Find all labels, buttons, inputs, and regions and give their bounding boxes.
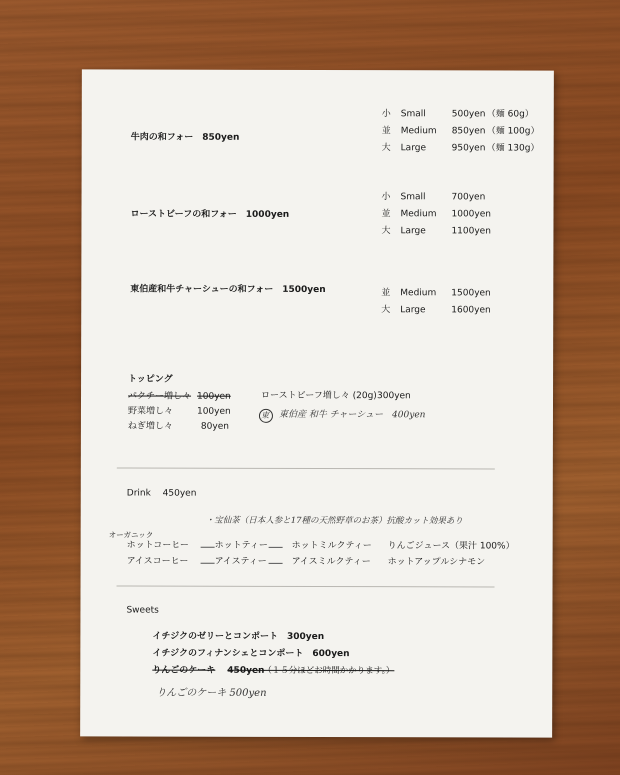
size-price: 950yen [451,143,486,154]
sweet-item-name: りんごのケーキ [152,665,216,676]
topping-name: ローストビーフ増し々 (20g) [261,390,377,402]
size-label: Large [400,305,426,316]
size-kanji: 大 [381,305,391,316]
drink-item: アイスコーヒー [126,556,189,567]
drink-item: ホットコーヒー [126,540,189,551]
topping-price: 100yen [196,406,231,417]
size-label: Large [400,143,427,154]
dash [201,563,215,564]
size-note: （麺 100g） [486,126,540,137]
size-kanji: 並 [381,288,391,299]
topping-price: 100yen [197,391,231,402]
divider [117,467,495,469]
size-label: Medium [400,209,437,220]
topping-name: ねぎ増し々 [127,421,173,432]
size-label: Small [400,192,426,203]
dash [269,563,283,564]
size-price: 500yen [451,109,486,120]
size-label: Medium [400,126,437,137]
dash [201,547,215,548]
size-label: Large [400,226,426,237]
drink-item: アイスミルクティー [291,556,371,568]
handwritten-tea-note: ・宝仙茶（日本人参と17種の天然野草のお茶）抗酸カット効果あり [205,515,463,527]
sweet-item-note: （１５分ほどお時間かかります。） [263,665,395,677]
drink-item: ホットティー [214,540,268,551]
organic-label: オーガニック [108,530,154,540]
drink-item: ホットアップルシナモン [387,557,486,568]
topping-name: 野菜増し々 [127,406,174,417]
circled-char: 東 [260,410,269,420]
sweet-item: イチジクのゼリーとコンポート 300yen [152,631,325,643]
size-label: Small [400,109,426,120]
dash [269,547,283,548]
dish-title: ローストビーフの和フォー 1000yen [130,209,290,220]
dish-title: 牛肉の和フォー 850yen [130,132,240,143]
topping-price: 80yen [200,421,229,432]
size-price: 1100yen [451,226,491,237]
size-price: 1600yen [451,305,491,316]
size-kanji: 小 [381,109,391,120]
topping-price: 300yen [377,391,411,402]
drink-item: アイスティー [214,556,267,567]
size-price: 1500yen [451,288,491,299]
size-kanji: 小 [381,192,391,203]
size-label: Medium [400,288,437,299]
drink-item: ホットミルクティー [291,540,372,552]
size-price: 700yen [451,192,486,203]
drink-item: りんごジュース（果汁 100%） [387,541,515,552]
size-note: （麺 130g） [486,143,540,154]
size-price: 1000yen [451,209,491,220]
handwritten-sweet: りんごのケーキ 500yen [156,687,267,699]
size-kanji: 並 [381,209,391,220]
size-kanji: 大 [381,226,391,237]
drink-heading: Drink 450yen [126,488,197,499]
size-price: 850yen [451,126,486,137]
size-kanji: 並 [381,126,391,137]
topping-name: パクチー増し々 [128,391,192,402]
sweet-item-price: 450yen [227,665,265,676]
divider [117,585,495,587]
size-kanji: 大 [381,143,391,154]
menu-paper [80,69,554,737]
sweet-item: イチジクのフィナンシェとコンポート 600yen [152,648,350,660]
size-note: （麺 60g） [486,109,534,120]
dish-title: 東伯産和牛チャーシューの和フォー 1500yen [130,284,326,296]
handwritten-topping: 東伯産 和牛 チャーシュー 400yen [278,409,426,421]
toppings-heading: トッピング [128,374,173,385]
sweets-heading: Sweets [126,605,159,616]
